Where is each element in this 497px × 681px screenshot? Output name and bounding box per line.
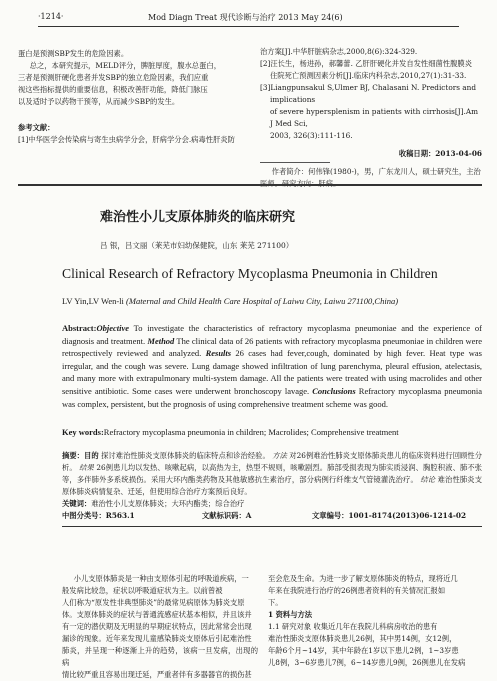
abstract-divider — [62, 526, 482, 527]
divider — [260, 162, 330, 163]
keywords-text: Refractory mycoplasma pneumonia in children; Macrolides; Comprehensive treatment — [103, 427, 399, 437]
references-title: 参考文献： — [18, 123, 55, 132]
body-line: 下。 — [268, 598, 283, 607]
method-label: Method — [147, 335, 175, 346]
abstract-zh — [62, 450, 482, 510]
conclusions-zh-label: 结论 — [420, 475, 436, 484]
abstract-label: Abstract: — [62, 323, 97, 333]
objective-zh-text: 探讨难治性肺炎支原体肺炎的临床特点和诊治经验。 — [101, 451, 270, 460]
reference-item: [1]中华医学会传染病与寄生虫病学分会，肝病学分会.病毒性肝炎防 — [18, 135, 235, 144]
results-zh-text: 26例患儿均以发热、咳嗽起病，以高热为主，热型不规则，咳嗽剧烈。肺部受损表现为肺实质浸润、胸腔积液、肺不张等，多伴肺外多系统损伤。采用大环内酯类药物及其他敏感抗生素治疗，部分病例行纤维支气管镜灌洗治疗。 — [62, 463, 483, 484]
results-label: Results — [205, 348, 232, 359]
clc-number: 中图分类号：R563.1 — [62, 511, 135, 520]
affiliation-en: (Maternal and Child Health Care Hospital of Laiwu City, Laiwu 271100,China) — [126, 296, 399, 306]
conclusions-zh-text: 难治性肺炎支原体肺炎病情复杂、迁延，但使用综合治疗方案预后良好。 — [62, 475, 482, 496]
reference-item: of severe hypersplenism in patients with cirrhosis[J].Am J Med Sci, — [270, 107, 479, 128]
body-line: 年来在我院进行治疗的26例患者资料的有关情况汇报如 — [268, 586, 446, 595]
body-line: 体。支原体肺炎的症状与普通流感症状基本相似，并且该并 — [62, 610, 252, 619]
results-zh-label: 结果 — [79, 463, 94, 472]
authors-en — [62, 296, 398, 306]
reference-item: [2]汪长生，杨进孙，郝馨蕾. 乙肝肝硬化并发自发性细菌性腹膜炎 — [260, 59, 472, 68]
body-left-column — [62, 573, 258, 681]
body-line: 1.1 研究对象 收集近几年在我院儿科病房收治的患有 — [268, 622, 438, 631]
previous-article-left-column — [18, 48, 246, 146]
body-right-column — [268, 573, 484, 669]
author-bio: 作者简介：何伟锋(1980-)，男，广东龙川人，硕士研究生，主治 — [271, 167, 481, 176]
abstract-en — [62, 322, 482, 410]
page-number: ·1214· — [38, 12, 64, 21]
authors-zh: 吕 银，吕文丽（莱芜市妇幼保健院，山东 莱芜 271100） — [100, 241, 294, 250]
body-line: 儿8例，3~6岁患儿7例，6~14岁患儿9例，26例患儿在发病 — [268, 658, 466, 667]
reference-item: 治方案[J].中华肝脏病杂志,2000,8(6):324-329. — [260, 47, 418, 56]
running-header — [38, 12, 459, 27]
body-line: 人们称为“原发性非典型肺炎”的最常见病原体为肺炎支原 — [62, 598, 245, 607]
results-text: 26 cases had fever,cough, dominated by high fever. Heat type was irregular, and the cough was severe. Lung damage showed infiltration of lung parenchyma, pleural effusion, atelectasis, and many more with extrapulmonary multi-system damage. All the patients were treated with using macrolides and other sensitive antibiotic. Some cases were underwent bronchoscopy lavage. — [62, 348, 482, 396]
keywords-en — [62, 427, 482, 437]
article-title-zh: 难治性小儿支原体肺炎的临床研究 — [100, 210, 296, 225]
objective-label: Objective — [96, 323, 130, 333]
conclusions-text: Refractory mycoplasma pneumonia was complex, persistent, but the prognosis of using comprehensive treatment scheme was good. — [62, 385, 482, 409]
method-zh-label: 方法 — [272, 451, 287, 460]
text-line: 三者是预测肝硬化患者并发SBP的独立危险因素，我们应重 — [18, 73, 209, 82]
author-names-en: LV Yin,LV Wen-li — [62, 296, 124, 306]
text-line: 以及适时予以药物干预等，从而减少SBP的发生。 — [18, 97, 180, 106]
abstract-zh-label: 摘要： — [62, 451, 85, 460]
text-line: 总之，本研究提示，MELD评分，脾脏厚度，腹水总蛋白， — [29, 61, 221, 70]
objective-zh-label: 目的 — [84, 451, 99, 460]
reference-item: 2003, 326(3):111-116. — [270, 131, 353, 140]
received-date: 收稿日期：2013-04-06 — [398, 149, 482, 158]
previous-article-right-column — [260, 46, 482, 190]
article-id: 文章编号：1001-8174(2013)06-1214-02 — [312, 511, 467, 520]
body-line: 漏诊的现象。近年来发现儿童感染肺炎支原体后引起难治性 — [62, 634, 252, 643]
article-title-en: Clinical Research of Refractory Mycoplasma Pneumonia in Children — [62, 266, 438, 281]
text-line: 视这些指标提供的重要信息，积极改善肝功能，降低门脉压 — [18, 85, 208, 94]
conclusions-label: Conclusions — [312, 385, 356, 396]
reference-item: [3]Liangpunsakul S,Ulmer BJ, Chalasani N. Predictors and implications — [260, 83, 476, 104]
method-zh-text: 对26例难治性肺炎支原体肺炎患儿的临床资料进行回顾性分析。 — [62, 451, 483, 472]
body-line: 情比较严重且容易出现迁延，严重者伴有多器器官的损伤甚 — [62, 670, 252, 679]
text-line: 蛋白是预测SBP发生的危险因素。 — [18, 49, 129, 58]
keywords-label: Key words: — [62, 427, 104, 437]
objective-text: To investigate the characteristics of refractory mycoplasma pneumoniae and the experience of diagnosis and treatment. — [62, 323, 482, 346]
body-line: 般发病比较急，症状以呼吸道症状为主。以前曾被 — [62, 586, 223, 595]
section-heading: 1 资料与方法 — [268, 610, 313, 619]
journal-info: Mod Diagn Treat 现代诊断与治疗 2013 May 24(6) — [148, 13, 343, 22]
body-line: 有一定的潜伏期及无明显的早期症状特点，因此常常会出现 — [62, 622, 252, 631]
body-line: 小儿支原体肺炎是一种由支原体引起的呼吸道疾病，一 — [73, 574, 249, 583]
keywords-zh-label: 关键词： — [62, 499, 92, 508]
body-line: 难治性肺炎支原体肺炎患儿26例，其中男14例，女12例， — [268, 634, 457, 643]
body-line: 肺炎，并呈现一种逐渐上升的趋势，该病一旦发病，出现的病 — [62, 646, 258, 667]
reference-item: 住院死亡预测因素分析[J].临床内科杂志,2010,27(1):31-33. — [270, 71, 467, 80]
section-divider — [18, 184, 482, 186]
keywords-zh-text: 难治性小儿支原体肺炎；大环内酯类；综合治疗 — [91, 499, 245, 508]
body-line: 年龄6个月~14岁，其中年龄在1岁以下患儿2例，1~3岁患 — [268, 646, 459, 655]
body-line: 至会危及生命。为进一步了解支原体肺炎的特点，现将近几 — [268, 574, 458, 583]
method-text: The clinical data of 26 patients with refractory mycoplasma pneumoniae in children were retrospectively reviewed and analyzed. — [62, 335, 482, 359]
document-code: 文献标识码：A — [202, 511, 252, 520]
author-bio: 医师。研究方向：肝病。 — [260, 179, 341, 188]
